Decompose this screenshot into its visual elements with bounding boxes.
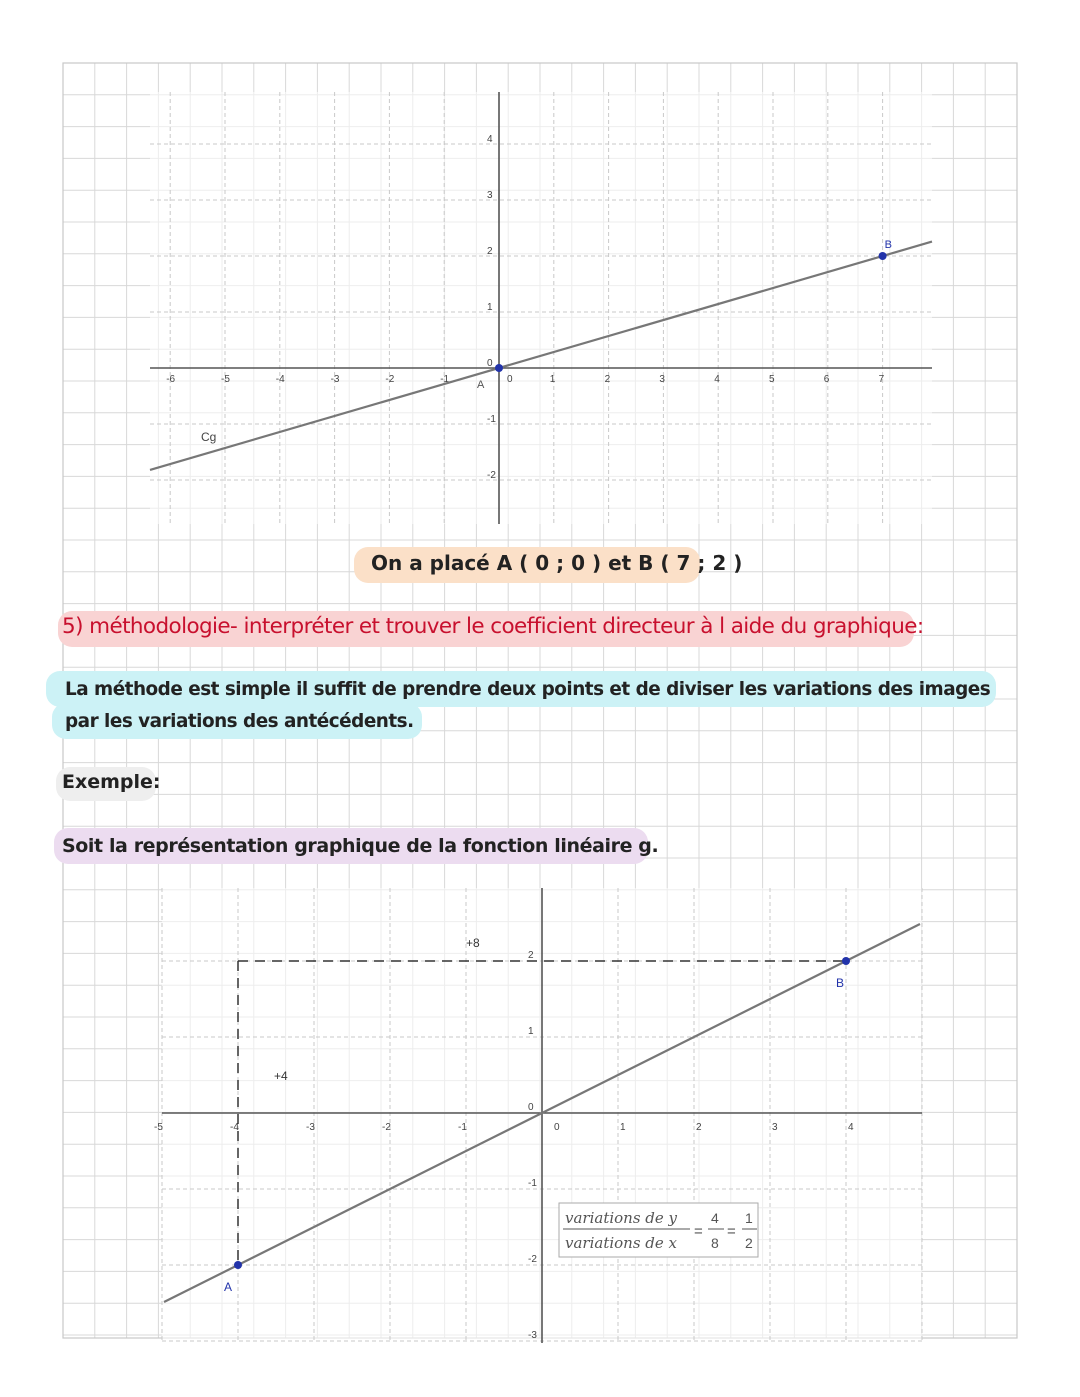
x-tick-label: -4: [230, 1122, 239, 1133]
y-tick-label: -1: [528, 1178, 537, 1189]
formula-denominator: variations de x: [565, 1234, 678, 1252]
caption-points-placed: On a placé A ( 0 ; 0 ) et B ( 7 ; 2 ): [371, 551, 743, 575]
y-tick-label: 1: [528, 1026, 534, 1037]
fraction2-denominator: 2: [745, 1235, 753, 1251]
x-tick-label: 5: [769, 374, 775, 385]
point-a-marker: [234, 1261, 242, 1269]
point-a-label: A: [477, 379, 485, 391]
y-tick-label: 0: [528, 1102, 534, 1113]
x-tick-label: 0: [554, 1122, 560, 1133]
x-tick-label: -5: [221, 374, 230, 385]
curve-label-cg: Cg: [201, 430, 217, 444]
x-tick-label: 7: [878, 374, 885, 385]
section-heading: 5) méthodologie- interpréter et trouver le coefficient directeur à l aide du graphique:: [62, 614, 924, 639]
y-tick-label: -3: [528, 1330, 537, 1341]
method-text-line-1: La méthode est simple il suffit de prendre deux points et de diviser les variations des images: [65, 679, 991, 700]
y-tick-label: -1: [487, 414, 496, 425]
point-b-label: B: [884, 239, 892, 251]
formula-equals-2: =: [727, 1223, 736, 1240]
example-intro: Soit la représentation graphique de la fonction linéaire g.: [62, 835, 659, 857]
y-tick-label: 3: [487, 190, 493, 201]
y-tick-label: 4: [487, 134, 493, 145]
x-tick-label: -4: [275, 374, 285, 385]
delta-y-label: +4: [274, 1069, 288, 1083]
y-tick-label: 2: [528, 950, 534, 961]
x-tick-label: -1: [440, 374, 450, 385]
formula-equals-1: =: [694, 1223, 703, 1240]
x-tick-label: -3: [306, 1122, 315, 1133]
x-tick-label: 3: [659, 374, 665, 385]
y-tick-label: 0: [487, 358, 493, 369]
fraction2-numerator: 1: [745, 1210, 753, 1226]
formula-numerator: variations de y: [565, 1209, 678, 1227]
x-tick-label: 2: [604, 374, 611, 385]
point-b-label: B: [836, 976, 845, 990]
point-a-label: A: [224, 1280, 233, 1294]
slope-formula-box: [559, 1203, 758, 1257]
x-tick-label: 4: [848, 1122, 854, 1133]
x-tick-label: 3: [772, 1122, 778, 1133]
x-tick-label: 2: [696, 1122, 702, 1133]
x-tick-label: -3: [330, 374, 340, 385]
x-tick-label: 1: [549, 374, 556, 385]
x-tick-label: 1: [620, 1122, 626, 1133]
point-b-marker: [842, 957, 850, 965]
fraction1-numerator: 4: [711, 1210, 719, 1226]
y-tick-label: 2: [487, 246, 493, 257]
x-tick-label: 0: [507, 374, 513, 385]
x-tick-label: -5: [154, 1122, 163, 1133]
fraction1-denominator: 8: [711, 1235, 719, 1251]
x-tick-label: 4: [714, 374, 720, 385]
x-tick-label: 6: [823, 374, 830, 385]
example-label: Exemple:: [62, 771, 161, 793]
y-tick-label: -2: [528, 1254, 537, 1265]
x-tick-label: -2: [382, 1122, 391, 1133]
delta-x-label: +8: [466, 936, 480, 950]
y-tick-label: 1: [487, 302, 493, 313]
method-text-line-2: par les variations des antécédents.: [65, 711, 414, 732]
x-tick-label: -6: [166, 374, 176, 385]
y-tick-label: -2: [487, 470, 496, 481]
x-tick-label: -2: [385, 374, 395, 385]
x-tick-label: -1: [458, 1122, 467, 1133]
